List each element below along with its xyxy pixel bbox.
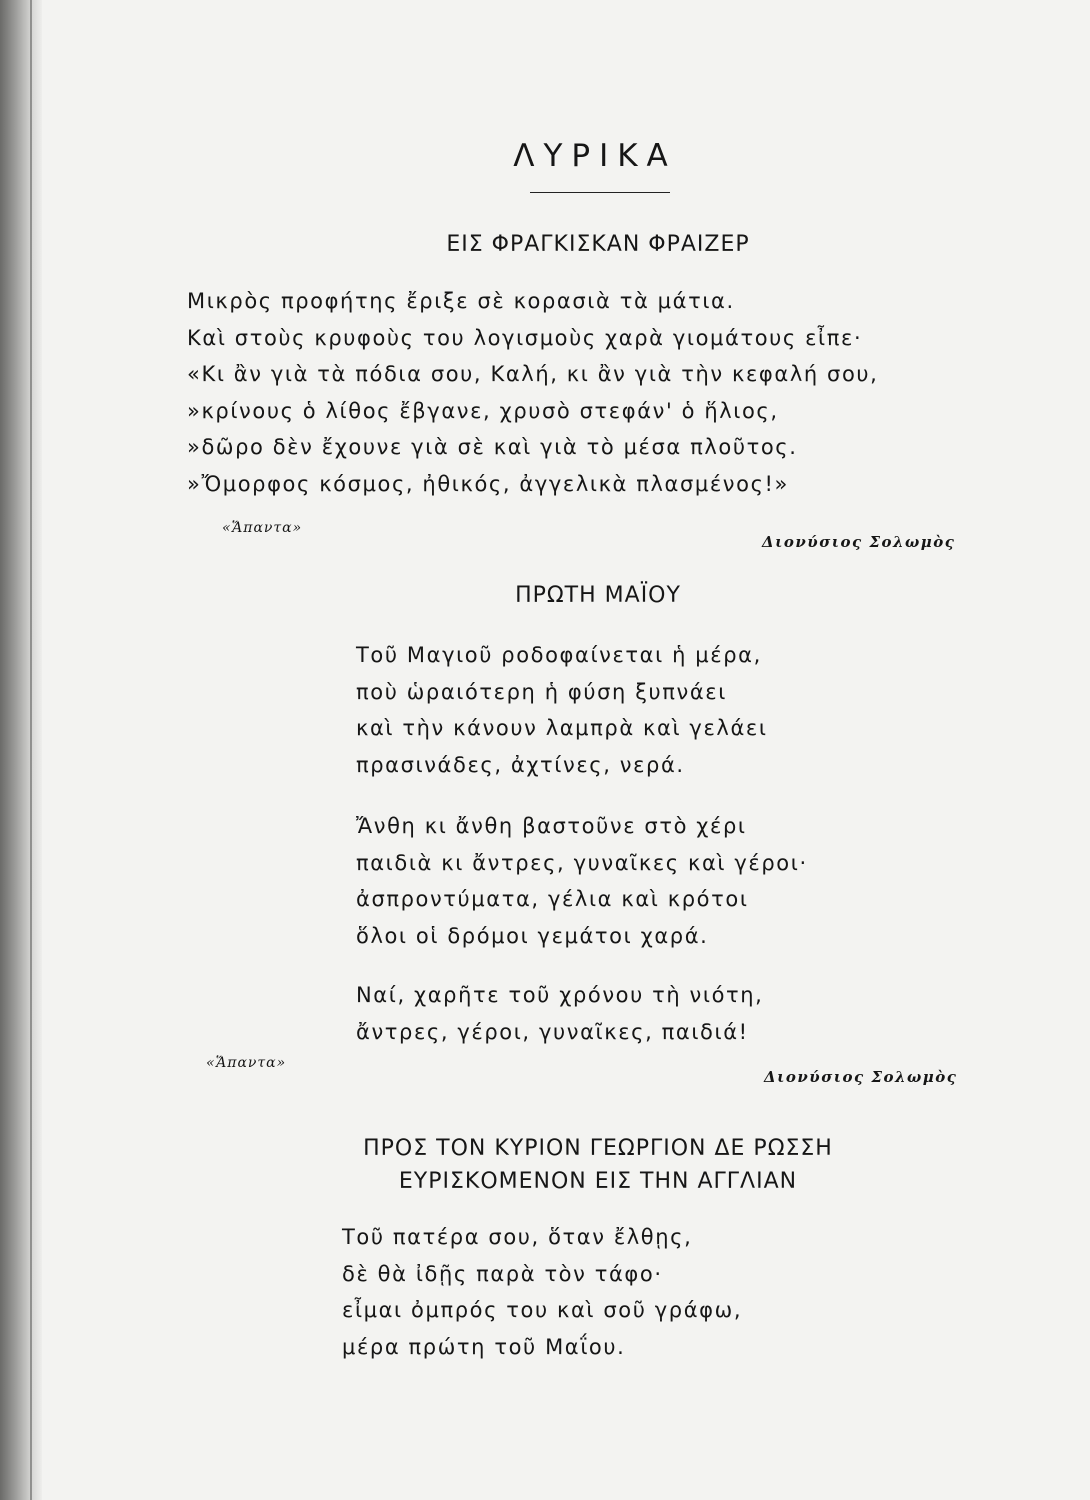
poem-line: Τοῦ πατέρα σου, ὅταν ἔλθῃς,	[342, 1225, 693, 1249]
poem-protomaiou-stanza-2	[356, 808, 808, 954]
poem-line: εἶμαι ὀμπρός του καὶ σοῦ γράφω,	[342, 1298, 743, 1322]
section-heading: ΛΥΡΙΚΑ	[513, 138, 677, 174]
poem-title-rossi	[0, 1132, 1090, 1198]
book-gutter-line	[30, 0, 32, 1500]
poem-line: »κρίνους ὁ λίθος ἔβγανε, χρυσὸ στεφάν' ὁ ἥλιος,	[187, 398, 779, 423]
poem-line: καὶ τὴν κάνουν λαμπρὰ καὶ γελάει	[356, 716, 768, 740]
poem-protomaiou-stanza-3	[356, 977, 763, 1050]
poem-title-line: ΕΥΡΙΣΚΟΜΕΝΟΝ ΕΙΣ ΤΗΝ ΑΓΓΛΙΑΝ	[398, 1169, 798, 1194]
poem-author: Διονύσιος Σολωμὸς	[762, 533, 956, 551]
poem-line: «Κι ἂν γιὰ τὰ πόδια σου, Καλή, κι ἂν γιὰ τὴν κεφαλή σου,	[187, 362, 879, 386]
poem-line: Καὶ στοὺς κρυφοὺς του λογισμοὺς χαρὰ γιομάτους εἶπε·	[187, 325, 863, 350]
poem-source: «Ἅπαντα»	[206, 1055, 287, 1071]
heading-underline	[530, 192, 670, 193]
poem-line: ποὺ ὡραιότερη ἡ φύση ξυπνάει	[356, 679, 727, 704]
poem-line: πρασινάδες, ἀχτίνες, νερά.	[356, 752, 685, 777]
poem-title-line: ΠΡΟΣ ΤΟΝ ΚΥΡΙΟΝ ΓΕΩΡΓΙΟΝ ΔΕ ΡΩΣΣΗ	[363, 1136, 833, 1161]
poem-rossi-stanza	[342, 1219, 742, 1365]
poem-line: »Ὄμορφος κόσμος, ἠθικός, ἀγγελικὰ πλασμένος!»	[187, 471, 789, 496]
poem-line: Τοῦ Μαγιοῦ ροδοφαίνεται ἡ μέρα,	[356, 643, 762, 667]
poem-line: ὅλοι οἱ δρόμοι γεμάτοι χαρά.	[356, 923, 709, 948]
poem-title-fraizer: ΕΙΣ ΦΡΑΓΚΙΣΚΑΝ ΦΡΑΙΖΕΡ	[446, 232, 750, 257]
poem-line: δὲ θὰ ἰδῇς παρὰ τὸν τάφο·	[342, 1261, 663, 1286]
poem-protomaiou-stanza-1	[356, 637, 768, 783]
poem-fraizer-stanza	[187, 283, 878, 502]
poem-line: μέρα πρώτη τοῦ Μαΐου.	[342, 1334, 626, 1359]
book-spine-shadow	[0, 0, 42, 1500]
poem-line: »δῶρο δὲν ἔχουνε γιὰ σὲ καὶ γιὰ τὸ μέσα πλοῦτος.	[187, 435, 798, 459]
poem-line: Ἄνθη κι ἄνθη βαστοῦνε στὸ χέρι	[356, 814, 747, 838]
poem-line: Ναί, χαρῆτε τοῦ χρόνου τὴ νιότη,	[356, 983, 764, 1007]
poem-source: «Ἅπαντα»	[222, 520, 303, 536]
poem-line: ἀσπροντύματα, γέλια καὶ κρότοι	[356, 887, 749, 911]
poem-line: ἄντρες, γέροι, γυναῖκες, παιδιά!	[356, 1019, 749, 1044]
poem-author: Διονύσιος Σολωμὸς	[764, 1068, 958, 1086]
poem-line: Μικρὸς προφήτης ἔριξε σὲ κορασιὰ τὰ μάτια.	[187, 289, 735, 313]
poem-title-protomaiou: ΠΡΩΤΗ ΜΑΪΟΥ	[515, 583, 681, 608]
poem-line: παιδιὰ κι ἄντρες, γυναῖκες καὶ γέροι·	[356, 850, 808, 875]
